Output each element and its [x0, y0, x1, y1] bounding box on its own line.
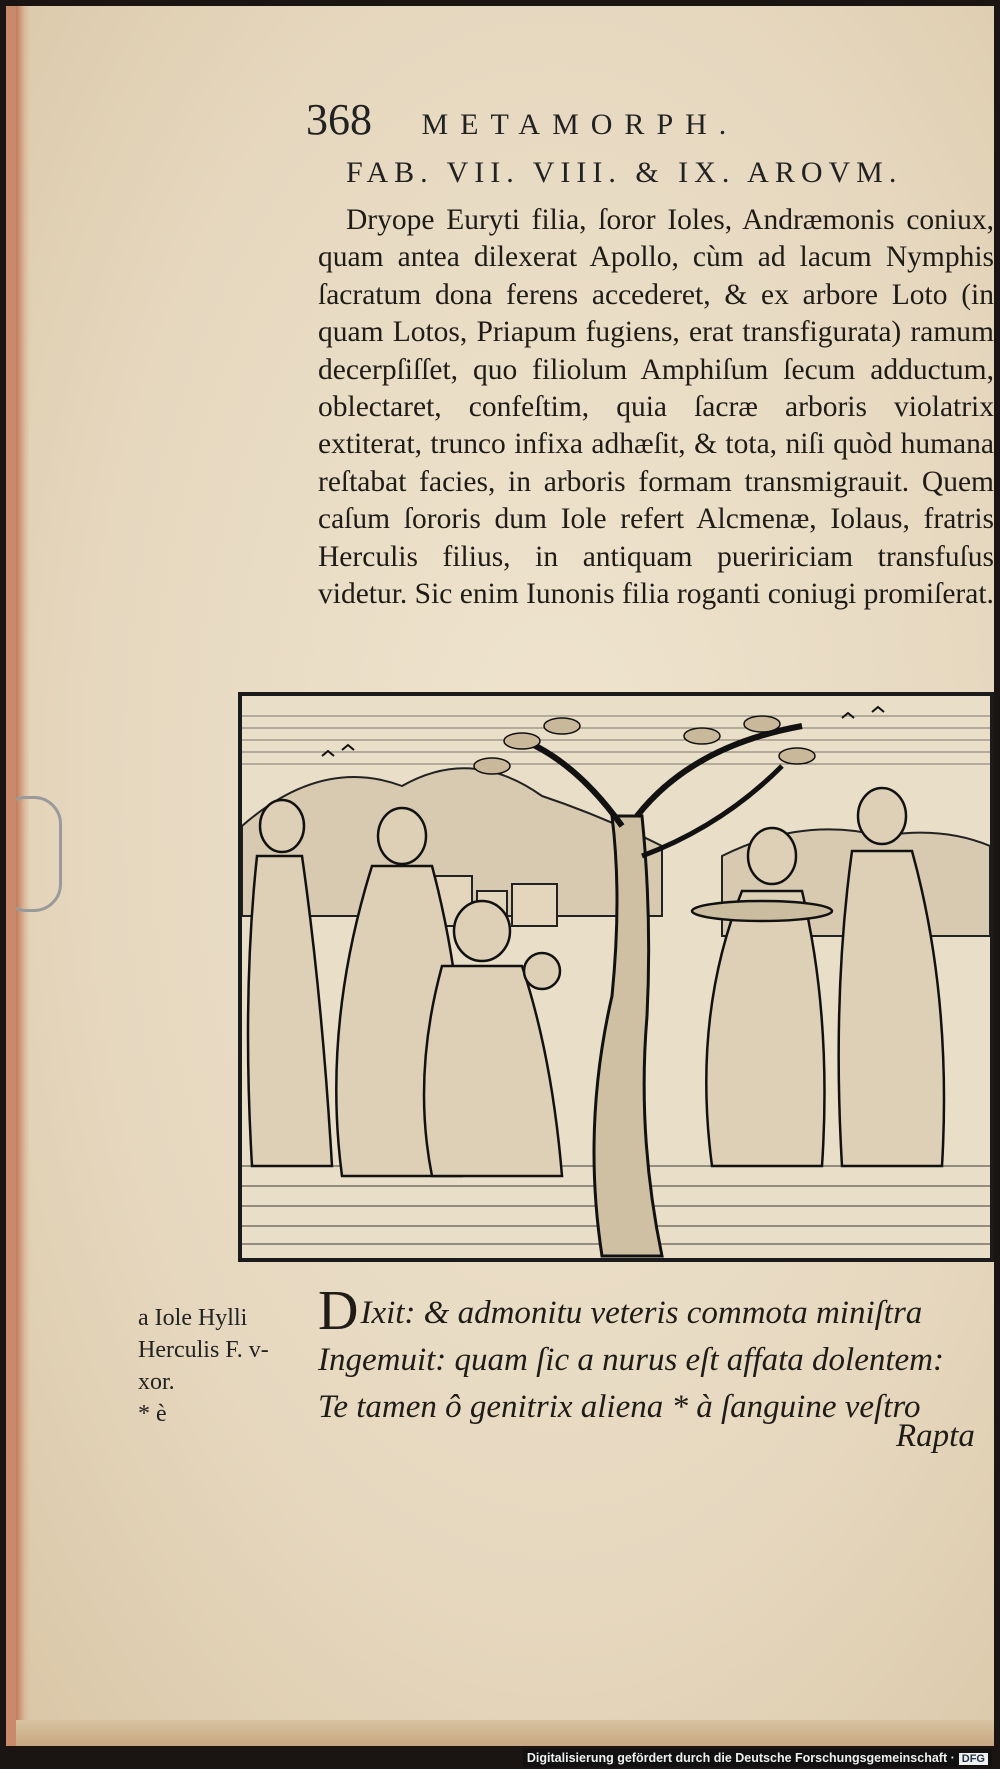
paper-clip	[6, 796, 62, 912]
page-bottom-edge	[16, 1720, 994, 1746]
verse-block	[318, 1280, 994, 1431]
section-title: FAB. VII. VIII. & IX. AROVM.	[346, 156, 903, 189]
running-header	[306, 94, 926, 145]
book-page	[6, 6, 994, 1746]
digitization-credit	[523, 1749, 992, 1767]
woodcut-drawing	[242, 696, 990, 1258]
credit-text: Digitalisierung gefördert durch die Deutsche Forschungsgemeinschaft ·	[526, 1751, 955, 1765]
dfg-logo: DFG	[959, 1753, 988, 1765]
verse-line: Ingemuit: quam ſic a nurus eſt affata dolentem:	[318, 1342, 944, 1378]
verse-line: Te tamen ô genitrix aliena * à ſanguine veſtro	[318, 1389, 921, 1425]
catchword: Rapta	[896, 1418, 975, 1454]
running-title: METAMORPH.	[421, 108, 739, 141]
margin-note-line: a Iole Hylli	[138, 1305, 248, 1331]
drop-cap: D	[318, 1280, 359, 1342]
woodcut-illustration	[238, 692, 994, 1262]
margin-note-line: xor.	[138, 1369, 175, 1395]
verse-line	[318, 1280, 994, 1342]
margin-note	[138, 1302, 308, 1430]
page-number: 368	[306, 95, 372, 144]
prose-paragraph: Dryope Euryti filia, ſoror Ioles, Andræmonis coniux, quam antea dilexerat Apollo, cùm ad lacum Nymphis ſacratum dona ferens accederet, & ex arbore Loto (in quam Lotos, Priapum fugiens, erat transfigurata) ramum decerpſiſſet, quo filiolum Amphiſum ſecum adductum, oblectaret, confeſtim, quia ſacræ arboris violatrix extiterat, trunco infixa adhæſit, & tota, niſi quòd humana reſtabat facies, in arboris formam transmigrauit. Quem caſum ſororis dum Iole refert Alcmenæ, Iolaus, fratris Herculis filius, in antiquam pueririciam transfuſus videtur. Sic enim Iunonis filia roganti coniugi promiſerat.	[318, 204, 994, 611]
verse-line-text: Ixit: & admonitu veteris commota miniſtra	[360, 1295, 923, 1331]
margin-note-line: * è	[138, 1401, 167, 1427]
margin-note-line: Herculis F. v-	[138, 1337, 269, 1363]
